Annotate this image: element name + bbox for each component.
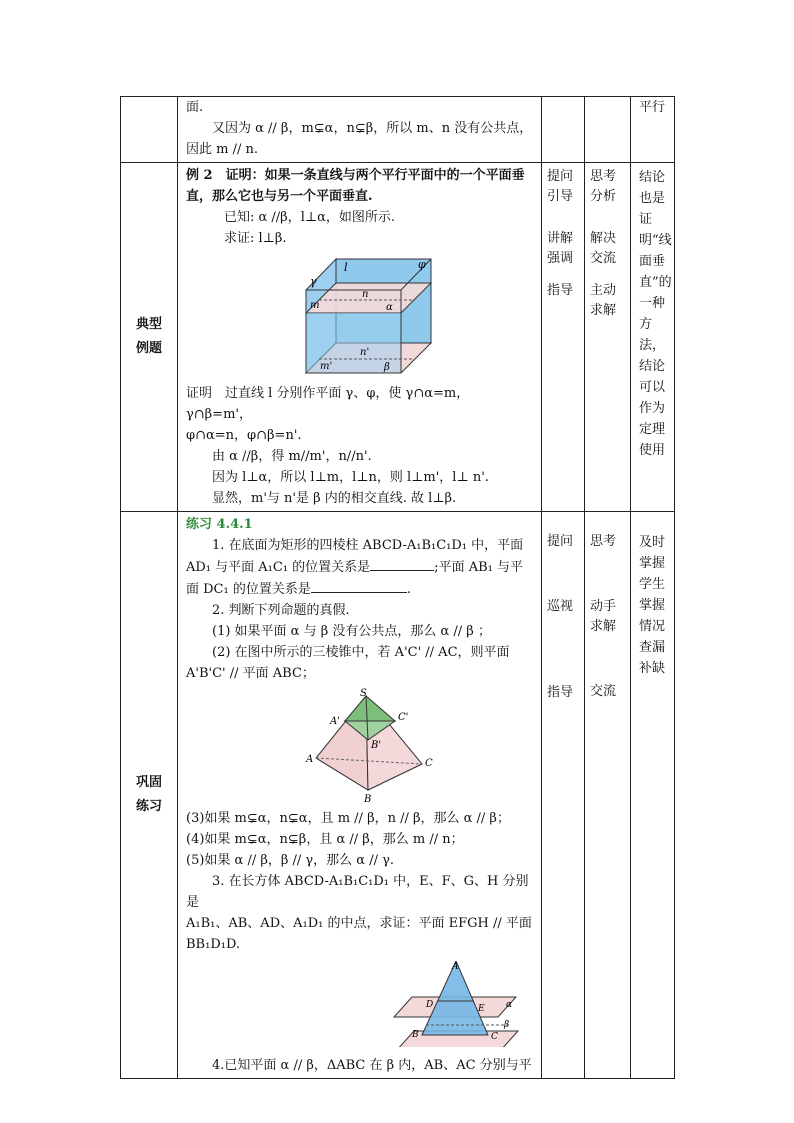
row1-line-2: 因此 m // n. xyxy=(186,142,258,157)
student-act-0: 思考 xyxy=(590,169,617,184)
row1-student-cell xyxy=(585,97,631,163)
row2-label-cell xyxy=(121,163,178,512)
pyramid-figure xyxy=(186,688,526,806)
q1-text-b: AD₁ 与平面 A₁C₁ 的位置关系是 xyxy=(186,560,371,575)
row3-teacher-cell xyxy=(542,512,585,1079)
row3-teacher-2: 指导 xyxy=(547,685,574,700)
row1-content xyxy=(178,97,542,163)
q2-item-4: (4)如果 m⊊α，n⊊β，且 α // β，那么 m // n； xyxy=(186,832,464,847)
example-title: 例 2 证明：如果一条直线与两个平行平面中的一个平面垂直，那么它也与另一个平面垂直. xyxy=(186,168,525,204)
lesson-table xyxy=(120,96,675,1079)
q1-blank-1[interactable] xyxy=(370,556,434,571)
pyr-B-prime: B' xyxy=(371,740,382,751)
fig-phi: φ xyxy=(418,258,426,271)
row1-note: 平行 xyxy=(639,100,666,115)
student-act-3: 交流 xyxy=(590,251,617,266)
teacher-act-2: 讲解 xyxy=(547,231,574,246)
row3-student-2: 求解 xyxy=(590,619,617,634)
teacher-act-0: 提问 xyxy=(547,169,574,184)
row2-teacher-cell xyxy=(542,163,585,512)
fig-alpha: α xyxy=(386,302,393,313)
row3-content xyxy=(178,512,542,1079)
student-act-2: 解决 xyxy=(590,231,617,246)
tri-alpha: α xyxy=(506,1000,513,1010)
student-act-1: 分析 xyxy=(590,189,617,204)
tri-C: C xyxy=(491,1032,498,1042)
row-example xyxy=(121,163,675,512)
q1-line-a: 1. 在底面为矩形的四棱柱 ABCD-A₁B₁C₁D₁ 中，平面 xyxy=(212,538,524,553)
q2-item-2a: (2) 在图中所示的三棱锥中，若 A'C' // AC，则平面 xyxy=(212,645,510,660)
q3-line-a: 3. 在长方体 ABCD-A₁B₁C₁D₁ 中，E、F、G、H 分别是 xyxy=(186,874,529,910)
row1-line-0: 面. xyxy=(186,100,204,115)
q1-text-d: 面 DC₁ 的位置关系是 xyxy=(186,582,311,597)
row2-label: 典型例题 xyxy=(136,317,163,356)
row2-student-cell xyxy=(585,163,631,512)
q2-intro: 2. 判断下列命题的真假. xyxy=(212,603,350,618)
q3-line-b: A₁B₁、AB、AD、A₁D₁ 的中点，求证：平面 EFGH // 平面 xyxy=(186,916,532,931)
q2-item-5: (5)如果 α // β，β // γ，那么 α // γ. xyxy=(186,853,395,868)
row3-note: 及时掌握学生掌握情况查漏补缺 xyxy=(639,535,666,676)
pyr-A-prime: A' xyxy=(330,716,340,727)
example-given: 已知: α //β，l⊥α，如图所示. xyxy=(224,210,395,225)
row3-student-1: 动手 xyxy=(590,599,617,614)
q2-item-3: (3)如果 m⊊α，n⊊α，且 m // β，n // β，那么 α // β； xyxy=(186,811,510,826)
example-prove: 求证: l⊥β. xyxy=(224,231,287,246)
pyr-C-prime: C' xyxy=(398,712,409,723)
prism-figure xyxy=(186,253,526,381)
q1-text-c: ;平面 AB₁ 与平 xyxy=(434,560,523,575)
q1-line-b xyxy=(186,556,535,578)
row-practice xyxy=(121,512,675,1079)
q2-item-1: (1) 如果平面 α 与 β 没有公共点，那么 α // β ； xyxy=(212,624,491,639)
practice-heading: 练习 4.4.1 xyxy=(186,517,253,532)
row-continuation xyxy=(121,97,675,163)
q2-item-2b: A'B'C' // 平面 ABC； xyxy=(186,666,315,681)
teacher-act-1: 引导 xyxy=(547,189,574,204)
row2-content xyxy=(178,163,542,512)
tri-E: E xyxy=(478,1004,485,1014)
pyr-S: S xyxy=(360,688,367,699)
student-act-4: 主动 xyxy=(590,283,617,298)
teacher-act-3: 强调 xyxy=(547,251,574,266)
q1-text-e: . xyxy=(406,582,411,597)
row2-note-cell xyxy=(631,163,675,512)
row1-teacher-cell xyxy=(542,97,585,163)
proof-line-3: 因为 l⊥α，所以 l⊥m，l⊥n，则 l⊥m'，l⊥ n'. xyxy=(212,470,489,485)
pyr-A: A xyxy=(306,754,314,765)
row1-note-cell xyxy=(631,97,675,163)
tri-D: D xyxy=(426,1000,434,1010)
triangle-planes-figure xyxy=(186,961,526,1047)
fig-l: l xyxy=(344,261,348,274)
row1-label-cell xyxy=(121,97,178,163)
q1-line-d xyxy=(186,578,535,600)
tri-beta: β xyxy=(504,1020,510,1030)
row3-label: 巩固练习 xyxy=(136,775,163,814)
fig-n: n xyxy=(362,289,369,300)
proof-line-0: 证明 过直线 l 分别作平面 γ、φ，使 γ∩α=m，γ∩β=m'， xyxy=(186,386,470,422)
teacher-act-4: 指导 xyxy=(547,283,574,298)
row3-student-cell xyxy=(585,512,631,1079)
fig-n-prime: n' xyxy=(360,347,370,358)
tri-B: B xyxy=(412,1030,419,1040)
pyr-B: B xyxy=(364,794,372,805)
tri-A: A xyxy=(452,962,459,972)
row2-note: 结论也是证明“线面垂直”的一种方法，结论可以作为定理使用 xyxy=(639,170,672,458)
fig-m-prime: m' xyxy=(320,361,333,372)
row3-student-3: 交流 xyxy=(590,684,617,699)
fig-gamma: γ xyxy=(310,275,317,288)
student-act-5: 求解 xyxy=(590,303,617,318)
q4-line: 4.已知平面 α // β，ΔABC 在 β 内，AB、AC 分别与平 xyxy=(212,1058,532,1073)
row3-label-cell xyxy=(121,512,178,1079)
q3-line-c: BB₁D₁D. xyxy=(186,937,241,952)
proof-line-1: φ∩α=n，φ∩β=n'. xyxy=(186,428,302,443)
row1-line-1: 又因为 α // β，m⊊α，n⊊β，所以 m、n 没有公共点， xyxy=(212,121,533,136)
row3-student-0: 思考 xyxy=(590,534,617,549)
proof-line-4: 显然，m'与 n'是 β 内的相交直线. 故 l⊥β. xyxy=(212,491,457,506)
row3-note-cell xyxy=(631,512,675,1079)
pyr-C: C xyxy=(425,758,433,769)
fig-beta: β xyxy=(384,362,390,373)
q1-blank-2[interactable] xyxy=(311,578,407,593)
fig-m: m xyxy=(310,300,320,311)
proof-line-2: 由 α //β，得 m//m'，n//n'. xyxy=(212,449,372,464)
row3-teacher-1: 巡视 xyxy=(547,599,574,614)
row3-teacher-0: 提问 xyxy=(547,534,574,549)
